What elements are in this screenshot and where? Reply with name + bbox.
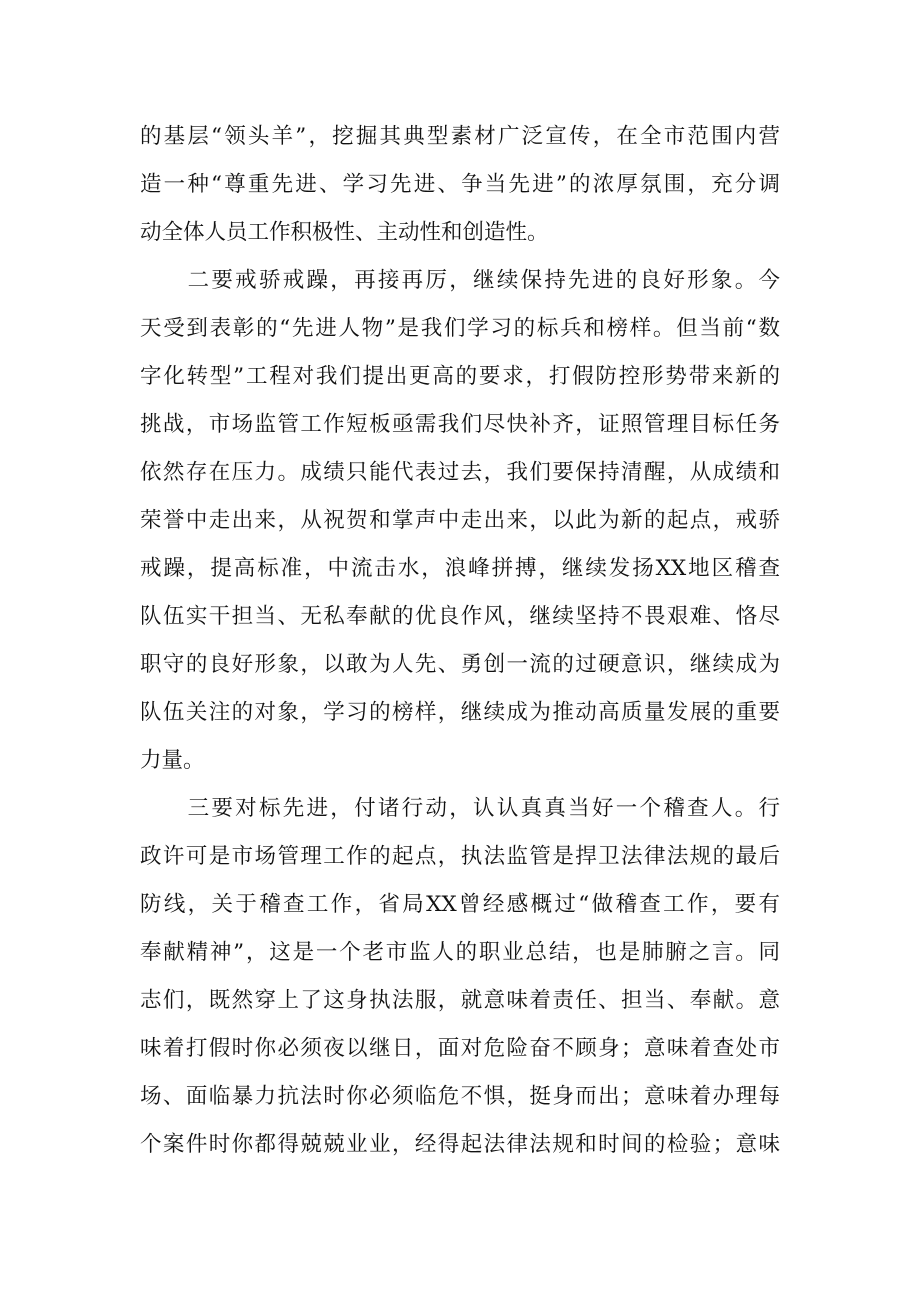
- text-line: 队伍实干担当、无私奉献的优良作风，继续坚持不畏艰难、恪尽: [140, 604, 780, 629]
- text-line: 防线，关于稽查工作，省局XX曾经感概过“做稽查工作，要有: [140, 892, 780, 917]
- text-line: 二要戒骄戒躁，再接再厉，继续保持先进的良好形象。今: [140, 268, 780, 293]
- text-line: 三要对标先进，付诸行动，认认真真当好一个稽查人。行: [140, 796, 780, 821]
- text-line: 队伍关注的对象，学习的榜样，继续成为推动高质量发展的重要: [140, 700, 780, 725]
- paragraph-1: [140, 113, 780, 257]
- text-line: 荣誉中走出来，从祝贺和掌声中走出来，以此为新的起点，戒骄: [140, 508, 780, 533]
- text-line: 政许可是市场管理工作的起点，执法监管是捍卫法律法规的最后: [140, 844, 780, 869]
- text-line: 依然存在压力。成绩只能代表过去，我们要保持清醒，从成绩和: [140, 460, 780, 485]
- text-line: 个案件时你都得兢兢业业，经得起法律法规和时间的检验；意味: [140, 1132, 780, 1157]
- text-line: 场、面临暴力抗法时你必须临危不惧，挺身而出；意味着办理每: [140, 1084, 780, 1109]
- text-line: 奉献精神”，这是一个老市监人的职业总结，也是肺腑之言。同: [140, 940, 780, 965]
- text-line: 挑战，市场监管工作短板亟需我们尽快补齐，证照管理目标任务: [140, 412, 780, 437]
- text-line: 的基层“领头羊”，挖掘其典型素材广泛宣传，在全市范围内营: [140, 124, 780, 149]
- paragraph-2: [140, 257, 780, 785]
- text-line: 天受到表彰的“先进人物”是我们学习的标兵和榜样。但当前“数: [140, 316, 780, 341]
- text-line: 职守的良好形象，以敢为人先、勇创一流的过硬意识，继续成为: [140, 652, 780, 677]
- paragraph-3: [140, 785, 780, 1169]
- text-line: 动全体人员工作积极性、主动性和创造性。: [140, 220, 549, 245]
- text-line: 造一种“尊重先进、学习先进、争当先进”的浓厚氛围，充分调: [140, 172, 780, 197]
- text-line: 戒躁，提高标准，中流击水，浪峰拼搏，继续发扬XX地区稽查: [140, 556, 780, 581]
- text-line: 志们，既然穿上了这身执法服，就意味着责任、担当、奉献。意: [140, 988, 780, 1013]
- text-line: 味着打假时你必须夜以继日，面对危险奋不顾身；意味着查处市: [140, 1036, 780, 1061]
- text-line: 字化转型”工程对我们提出更高的要求，打假防控形势带来新的: [140, 364, 780, 389]
- text-line: 力量。: [140, 748, 205, 773]
